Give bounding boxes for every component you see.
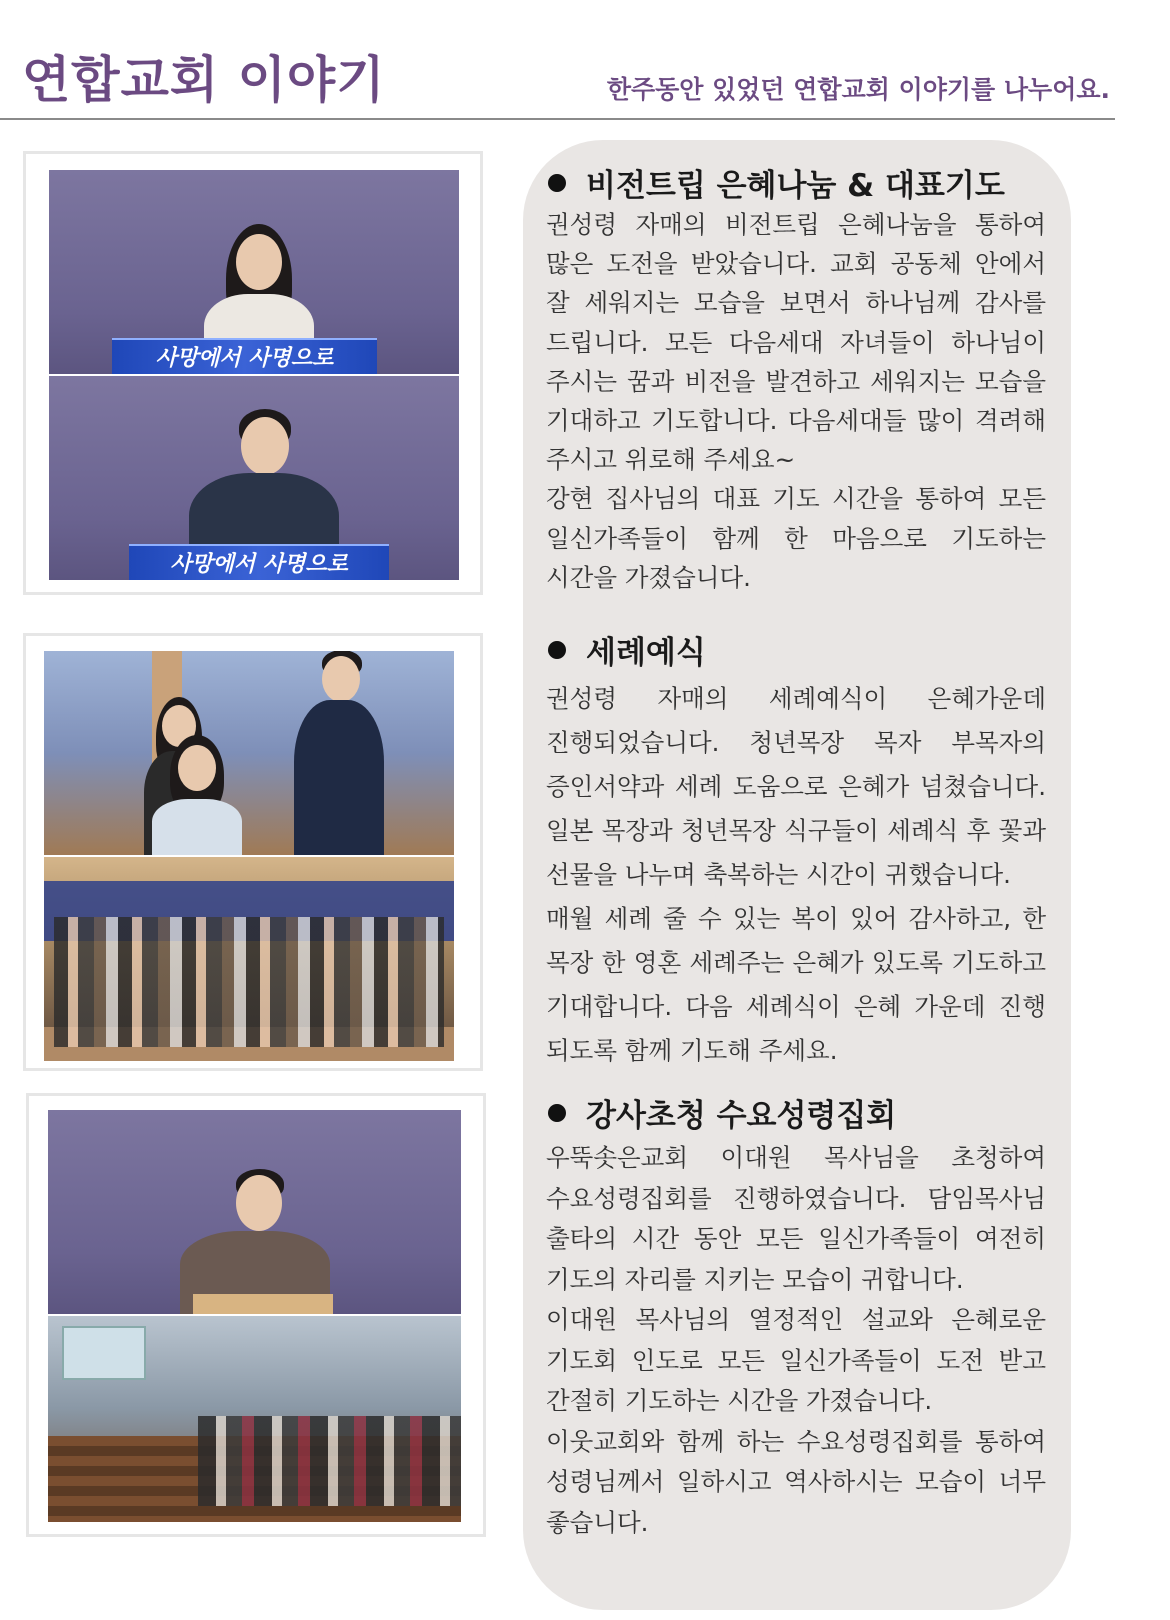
page-subtitle: 한주동안 있었던 연합교회 이야기를 나누어요.: [606, 75, 1110, 104]
photo-baptism-group: [44, 857, 454, 1061]
banner-1: 사망에서 사명으로: [112, 338, 377, 374]
bullet-icon: [548, 1104, 566, 1122]
section-heading-baptism: [548, 627, 706, 672]
photo-prayer-speaker: [49, 376, 459, 580]
section-heading-revival: [548, 1090, 896, 1135]
paragraph: 이대원 목사님의 열정적인 설교와 은혜로운 기도회 인도로 모든 일신가족들이 도전 받고 간절히 기도하는 시간을 가졌습니다.: [546, 1305, 1046, 1415]
bullet-icon: [548, 174, 566, 192]
photo-guest-preacher: [48, 1110, 461, 1314]
section-title: 비전트립 은혜나눔 & 대표기도: [586, 168, 1005, 204]
paragraph: 매월 세례 줄 수 있는 복이 있어 감사하고, 한 목장 한 영혼 세례주는 은혜가 있도록 기도하고 기대합니다. 다음 세례식이 은혜 가운데 진행 되도록 함께 기도해 주세요.: [546, 904, 1046, 1065]
section-title: 강사초청 수요성령집회: [586, 1098, 897, 1134]
section-heading-vision-trip: [548, 160, 1005, 205]
section-body-baptism: [546, 677, 1046, 1073]
section-body-vision-trip: [546, 205, 1046, 597]
paragraph: 권성령 자매의 세례예식이 은혜가운데 진행되었습니다. 청년목장 목자 부목자의 증인서약과 세례 도움으로 은혜가 넘쳤습니다. 일본 목장과 청년목장 식구들이 세례식 후 꽃과 선물을 나누며 축복하는 시간이 귀했습니다.: [546, 684, 1046, 889]
header-divider: [0, 118, 1115, 120]
photo-sharing-speaker: [49, 170, 459, 374]
banner-2: 사망에서 사명으로: [129, 544, 389, 580]
paragraph: 우뚝솟은교회 이대원 목사님을 초청하여 수요성령집회를 진행하였습니다. 담임목사님 출타의 시간 동안 모든 일신가족들이 여전히 기도의 자리를 지키는 모습이 귀합니다.: [546, 1143, 1046, 1294]
paragraph: 강현 집사님의 대표 기도 시간을 통하여 모든 일신가족들이 함께 한 마음으로 기도하는 시간을 가졌습니다.: [546, 484, 1046, 592]
paragraph: 권성령 자매의 비전트립 은혜나눔을 통하여 많은 도전을 받았습니다. 교회 공동체 안에서 잘 세워지는 모습을 보면서 하나님께 감사를 드립니다. 모든 다음세대 자녀들이 하나님이 주시는 꿈과 비전을 발견하고 세워지는 모습을 기대하고 기도합니다. 다음세대들 많이 격려해 주시고 위로해 주세요~: [546, 210, 1046, 475]
section-title: 세례예식: [586, 635, 706, 671]
bullet-icon: [548, 641, 566, 659]
photo-baptism-ceremony: [44, 651, 454, 855]
page-title: 연합교회 이야기: [22, 51, 386, 109]
paragraph: 이웃교회와 함께 하는 수요성령집회를 통하여 성령님께서 일하시고 역사하시는 모습이 너무 좋습니다.: [546, 1426, 1046, 1537]
section-body-revival: [546, 1138, 1046, 1543]
photo-congregation: [48, 1316, 461, 1522]
